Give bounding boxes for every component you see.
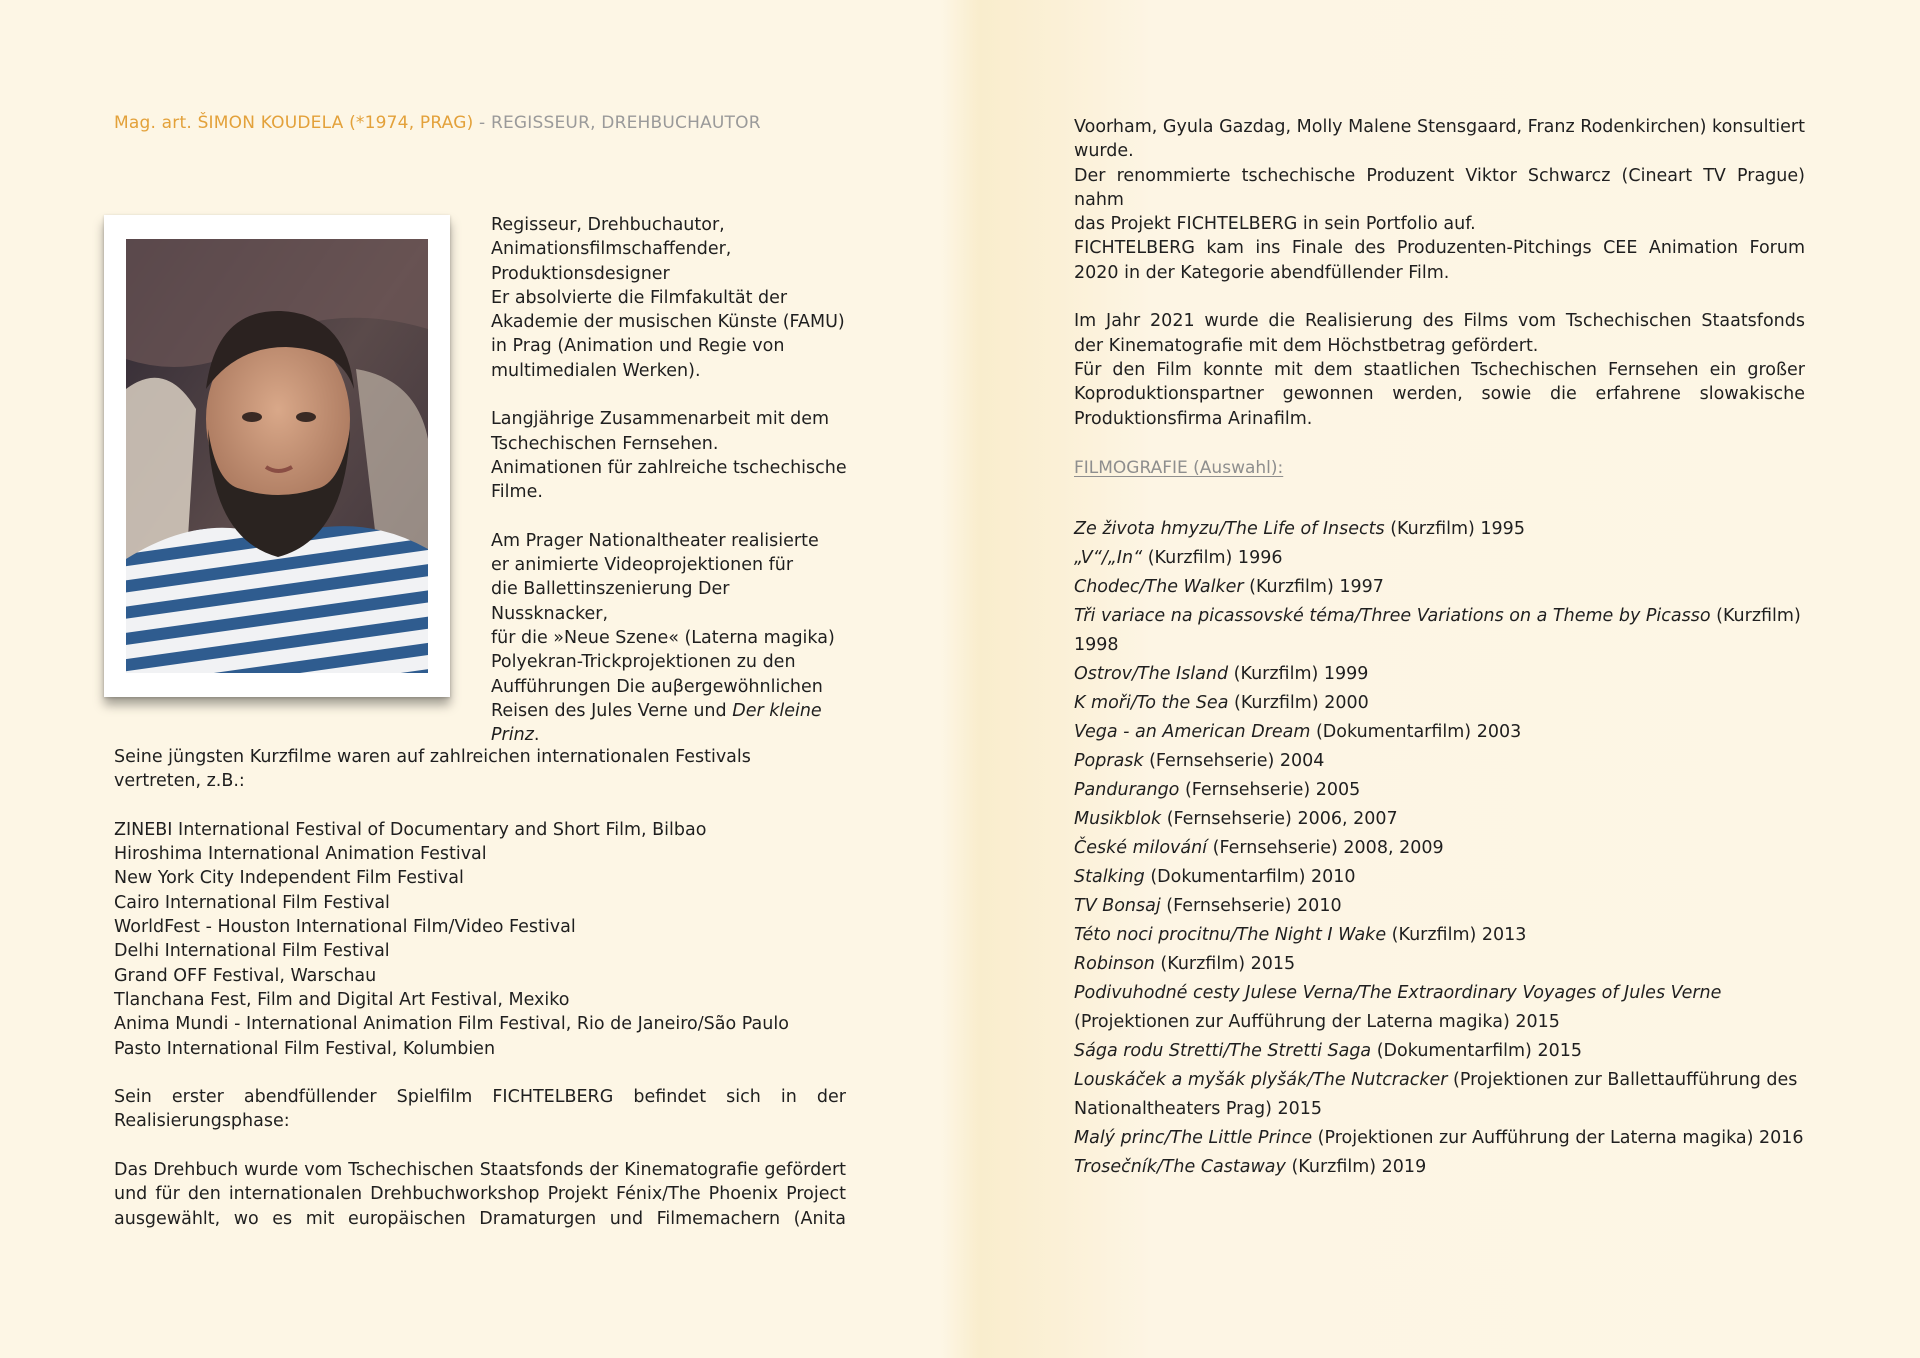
filmography-list [1074, 515, 1814, 1182]
film-details: (Kurzfilm) [1710, 606, 1801, 626]
list-item: Anima Mundi - International Animation Film Festival, Rio de Janeiro/São Paulo [114, 1014, 789, 1035]
filmography-entry [1074, 573, 1814, 602]
film-title: České milování [1074, 838, 1208, 858]
filmography-entry [1074, 1095, 1814, 1124]
filmography-entry [1074, 979, 1814, 1008]
film-details: (Kurzfilm) 2013 [1386, 925, 1527, 945]
film-details: (Kurzfilm) 1995 [1384, 519, 1525, 539]
list-item: New York City Independent Film Festival [114, 868, 464, 889]
film-title: Ostrov/The Island [1074, 664, 1229, 684]
film-title: Tři variace na picassovské téma/Three Variations on a Theme by Picasso [1074, 606, 1711, 626]
list-item: Tlanchana Fest, Film and Digital Art Festival, Mexiko [114, 989, 570, 1010]
list-item: Hiroshima International Animation Festival [114, 844, 487, 865]
film-title: Vega - an American Dream [1074, 722, 1311, 742]
film-title: Musikblok [1074, 809, 1162, 829]
page-heading [114, 113, 761, 133]
filmography-entry [1074, 1124, 1814, 1153]
left-body-text [114, 745, 846, 1255]
film-title: Ze života hmyzu/The Life of Insects [1074, 519, 1385, 539]
film-details: (Fernsehserie) 2008, 2009 [1207, 838, 1444, 858]
bio-text [491, 213, 851, 748]
filmography-entry [1074, 631, 1814, 660]
right-page [960, 0, 1920, 1358]
film-title: „V“/„In“ [1074, 548, 1143, 568]
film-details: (Fernsehserie) 2004 [1143, 751, 1325, 771]
film-title: Louskáček a myšák plyšák/The Nutcracker [1074, 1070, 1448, 1090]
filmography-entry [1074, 1008, 1814, 1037]
filmography-entry [1074, 1153, 1814, 1182]
film-title: Trosečník/The Castaway [1074, 1157, 1286, 1177]
filmography-heading: FILMOGRAFIE (Auswahl): [1074, 458, 1284, 478]
filmography-entry [1074, 776, 1814, 805]
list-item: Grand OFF Festival, Warschau [114, 965, 377, 986]
filmography-entry [1074, 747, 1814, 776]
feature-film-paragraph: Sein erster abendfüllender Spielfilm FICHTELBERG befindet sich in der Realisierungsphase: [114, 1087, 846, 1132]
portrait-photo-frame [104, 215, 450, 697]
festival-list [114, 818, 846, 1061]
film-details: (Dokumentarfilm) 2010 [1144, 867, 1356, 887]
film-title: Poprask [1074, 751, 1144, 771]
film-title: Chodec/The Walker [1074, 577, 1244, 597]
portrait-photo [126, 239, 428, 673]
film-title: K moři/To the Sea [1074, 693, 1229, 713]
list-item: WorldFest - Houston International Film/Video Festival [114, 917, 576, 938]
film-title: Této noci procitnu/The Night I Wake [1074, 925, 1387, 945]
filmography-entry [1074, 544, 1814, 573]
film-details: (Kurzfilm) 1996 [1142, 548, 1283, 568]
film-title: Podivuhodné cesty Julese Verna/The Extraordinary Voyages of Jules Verne [1074, 983, 1722, 1003]
film-details: (Fernsehserie) 2006, 2007 [1161, 809, 1398, 829]
director-role: - REGISSEUR, DREHBUCHAUTOR [473, 113, 761, 133]
continuation-paragraph: Voorham, Gyula Gazdag, Molly Malene Stensgaard, Franz Rodenkirchen) konsultiert wurde. Der renommierte tschechische Produzent Viktor Schwarcz (Cineart TV Prague) nahm das Projekt FICHTELBERG in sein Portfolio auf. FICHTELBERG kam ins Finale des Produzenten-Pitchings CEE Animation Forum 2020 in der Kategorie abendfüllender Film. [1074, 117, 1805, 283]
film-title: TV Bonsaj [1074, 896, 1161, 916]
list-item: Cairo International Film Festival [114, 892, 390, 913]
film-details: (Projektionen zur Aufführung der Laterna magika) 2015 [1074, 1012, 1560, 1032]
filmography-entry [1074, 834, 1814, 863]
list-item: Pasto International Film Festival, Kolumbien [114, 1038, 496, 1059]
film-details: (Dokumentarfilm) 2015 [1371, 1041, 1582, 1061]
film-details: (Kurzfilm) 1999 [1228, 664, 1369, 684]
film-title: Malý princ/The Little Prince [1074, 1128, 1313, 1148]
film-details: (Dokumentarfilm) 2003 [1310, 722, 1522, 742]
film-details: (Fernsehserie) 2010 [1160, 896, 1342, 916]
filmography-entry [1074, 1066, 1814, 1095]
filmography-entry [1074, 892, 1814, 921]
film-details: (Kurzfilm) 1997 [1243, 577, 1384, 597]
filmography-entry [1074, 689, 1814, 718]
film-details: (Kurzfilm) 2019 [1285, 1157, 1427, 1177]
list-item: ZINEBI International Festival of Documentary and Short Film, Bilbao [114, 819, 707, 840]
filmography-entry [1074, 660, 1814, 689]
right-body-text [1074, 115, 1805, 455]
film-details: (Projektionen zur Ballettaufführung des [1447, 1070, 1798, 1090]
filmography-entry [1074, 515, 1814, 544]
filmography-entry [1074, 805, 1814, 834]
film-details: Nationaltheaters Prag) 2015 [1074, 1099, 1323, 1119]
filmography-entry [1074, 602, 1814, 631]
script-paragraph: Das Drehbuch wurde vom Tschechischen Staatsfonds der Kinematografie gefördert und für den internationalen Drehbuchworkshop Projekt Fénix/The Phoenix Project ausgewählt, wo es mit europäischen Dramaturgen und Filmemachern (Anita [114, 1160, 846, 1229]
director-name: Mag. art. ŠIMON KOUDELA (*1974, PRAG) [114, 113, 474, 133]
film-title: Sága rodu Stretti/The Stretti Saga [1074, 1041, 1372, 1061]
film-details: (Projektionen zur Aufführung der Laterna magika) 2016 [1312, 1128, 1804, 1148]
filmography-entry [1074, 718, 1814, 747]
funding-paragraph: Im Jahr 2021 wurde die Realisierung des Films vom Tschechischen Staatsfonds der Kinematografie mit dem Höchstbetrag gefördert. Für den Film konnte mit dem staatlichen Tschechischen Fernsehen ein großer Koproduktionspartner gewonnen werden, sowie die erfahrene slowakische Produktionsfirma Arinafilm. [1074, 311, 1805, 429]
film-title: Stalking [1074, 867, 1145, 887]
film-title: Pandurango [1074, 780, 1180, 800]
list-item: Delhi International Film Festival [114, 941, 390, 962]
filmography-entry [1074, 863, 1814, 892]
filmography-entry [1074, 950, 1814, 979]
film-details: (Fernsehserie) 2005 [1179, 780, 1361, 800]
bio-paragraph-education: Regisseur, Drehbuchautor, Animationsfilmschaffender, Produktionsdesigner Er absolvierte die Filmfakultät der Akademie der musischen Künste (FAMU) in Prag (Animation und Regie von multimedialen Werken). [491, 215, 845, 381]
film-details: (Kurzfilm) 2000 [1228, 693, 1369, 713]
bio-paragraph-television: Langjährige Zusammenarbeit mit dem Tschechischen Fernsehen. Animationen für zahlreiche tschechische Filme. [491, 409, 847, 503]
film-details: 1998 [1074, 635, 1119, 655]
filmography-entry [1074, 921, 1814, 950]
film-details: (Kurzfilm) 2015 [1154, 954, 1296, 974]
film-title: Robinson [1074, 954, 1155, 974]
bio-paragraph-theatre: Am Prager Nationaltheater realisierte er animierte Videoprojektionen für die Ballettinszenierung Der Nussknacker, für die »Neue Szene« (Laterna magika) Polyekran-Trickprojektionen zu den Aufführungen Die auβergewöhnlichen Reisen des Jules Verne und Der kleine Prinz. [491, 530, 835, 746]
festivals-intro: Seine jüngsten Kurzfilme waren auf zahlreichen internationalen Festivals vertreten, z.B.: [114, 747, 751, 792]
filmography-entry [1074, 1037, 1814, 1066]
